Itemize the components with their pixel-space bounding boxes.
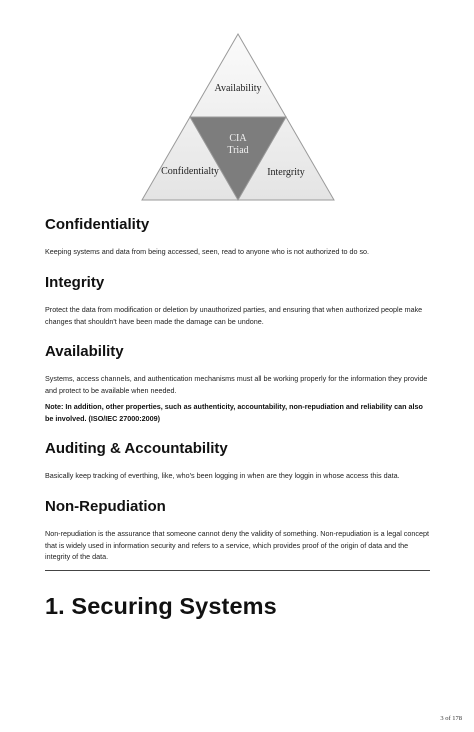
triad-center-line2: Triad bbox=[227, 145, 249, 156]
section-heading: Non-Repudiation bbox=[45, 498, 166, 515]
cia-triad-diagram bbox=[138, 32, 338, 204]
section-confidentiality bbox=[45, 216, 431, 258]
horizontal-divider bbox=[45, 570, 430, 571]
section-heading: Integrity bbox=[45, 274, 105, 291]
triad-label-integrity: Intergrity bbox=[267, 167, 305, 178]
section-paragraph: Protect the data from modification or deletion by unauthorized parties, and ensuring that when authorized people make changes that shouldn't have been made the damage can be undone. bbox=[45, 305, 423, 326]
section-non-repudiation bbox=[45, 498, 431, 563]
page-number: 3 of 178 bbox=[440, 715, 462, 722]
section-auditing-accountability bbox=[45, 440, 431, 482]
section-paragraph: Systems, access channels, and authentication mechanisms must all be working properly for the information they provide and protect to be available when needed. bbox=[45, 374, 428, 395]
section-paragraph: Basically keep tracking of everthing, like, who's been logging in when are they loggin in whose access this data. bbox=[45, 471, 400, 480]
section-heading: Confidentiality bbox=[45, 216, 150, 233]
section-integrity bbox=[45, 274, 431, 327]
triad-label-availability: Availability bbox=[214, 83, 262, 94]
triad-label-confidentiality: Confidentialty bbox=[161, 166, 219, 177]
chapter-title: 1. Securing Systems bbox=[45, 593, 277, 619]
section-availability bbox=[45, 343, 431, 424]
triad-center-line1: CIA bbox=[229, 133, 247, 144]
section-paragraph: Non-repudiation is the assurance that someone cannot deny the validity of something. Non-repudiation is a legal concept that is widely used in information security and refers to a service, which provides proof of the origin of data and the integrity of the data. bbox=[45, 529, 429, 561]
section-heading: Auditing & Accountability bbox=[45, 440, 228, 457]
section-note: Note: In addition, other properties, such as authenticity, accountability, non-repudiation and reliability can also be involved. (ISO/IEC 27000:2009) bbox=[45, 402, 423, 423]
section-paragraph: Keeping systems and data from being accessed, seen, read to anyone who is not authorized to do so. bbox=[45, 247, 370, 256]
section-heading: Availability bbox=[45, 343, 124, 360]
